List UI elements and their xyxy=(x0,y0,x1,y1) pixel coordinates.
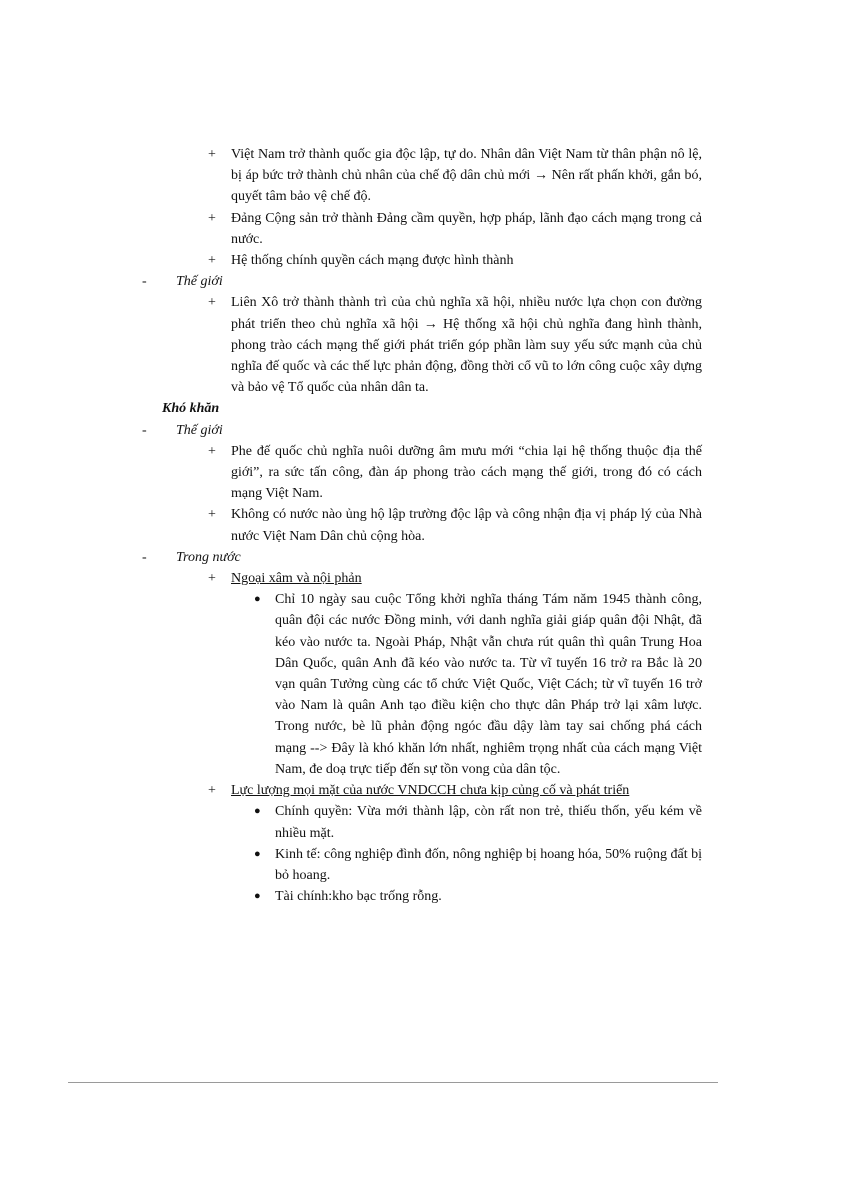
item-text: Đảng Cộng sản trở thành Đảng cầm quyền, hợp pháp, lãnh đạo cách mạng trong cả nước. xyxy=(231,210,702,247)
plus-marker: + xyxy=(208,253,216,269)
item-text: Phe đế quốc chủ nghĩa nuôi dưỡng âm mưu mới “chia lại hệ thống thuộc địa thế giới”, ra sức tấn công, đàn áp phong trào cách mạng thế giới, trong đó có cách mạng Việt Nam. xyxy=(231,443,702,502)
item-text: Chính quyền: Vừa mới thành lập, còn rất non trẻ, thiếu thốn, yếu kém về nhiều mặt. xyxy=(275,804,702,841)
item-text: Kinh tế: công nghiệp đình đốn, nông nghiệp bị hoang hóa, 50% ruộng đất bị bỏ hoang. xyxy=(275,846,702,883)
plus-item xyxy=(142,568,702,589)
plus-item xyxy=(142,441,702,505)
dash-item-the-gioi xyxy=(142,420,702,441)
dash-item-trong-nuoc xyxy=(142,547,702,568)
bullet-item xyxy=(142,589,702,780)
dash-item-the-gioi xyxy=(142,271,702,292)
plus-item xyxy=(142,250,702,271)
item-text: Lực lượng mọi mặt của nước VNDCCH chưa kịp củng cố và phát triển xyxy=(231,783,630,799)
bullet-marker: ● xyxy=(254,847,261,860)
section-label: Trong nước xyxy=(176,549,241,565)
bullet-marker: ● xyxy=(254,890,261,903)
plus-marker: + xyxy=(208,147,216,162)
item-text: Hệ thống chính quyền cách mạng được hình thành xyxy=(231,253,514,269)
dash-marker: - xyxy=(142,549,147,565)
item-text: Việt Nam trở thành quốc gia độc lập, tự do. Nhân dân Việt Nam từ thân phận nô lệ, bị áp bức trở thành chủ nhân của chế độ dân chủ mới → Nên rất phấn khởi, gắn bó, quyết tâm bảo vệ chế độ. xyxy=(231,147,702,205)
plus-marker: + xyxy=(208,507,216,523)
plus-marker: + xyxy=(208,783,216,799)
bullet-item xyxy=(142,801,702,843)
bullet-marker: ● xyxy=(254,593,261,606)
item-text: Không có nước nào ủng hộ lập trường độc lập và công nhận địa vị pháp lý của Nhà nước Việt Nam Dân chủ cộng hòa. xyxy=(231,507,702,544)
plus-marker: + xyxy=(208,571,216,587)
plus-item xyxy=(142,292,702,398)
heading-kho-khan: Khó khăn xyxy=(162,401,220,417)
plus-marker: + xyxy=(208,210,216,226)
section-label: Thế giới xyxy=(176,422,223,438)
plus-marker: + xyxy=(208,443,216,459)
plus-item xyxy=(142,780,702,801)
item-text: Tài chính:kho bạc trống rỗng. xyxy=(275,889,442,905)
plus-item xyxy=(142,208,702,250)
footer-divider xyxy=(68,1082,718,1083)
plus-item xyxy=(142,504,702,546)
dash-marker: - xyxy=(142,422,147,438)
bullet-marker: ● xyxy=(254,805,261,818)
item-text: Chỉ 10 ngày sau cuộc Tổng khởi nghĩa tháng Tám năm 1945 thành công, quân đội các nước Đồng minh, với danh nghĩa giải giáp quân đội Nhật, đã kéo vào nước ta. Ngoài Pháp, Nhật vẫn chưa rút quân thì quân Trung Hoa Dân Quốc, quân Anh đã kéo vào nước ta. Từ vĩ tuyến 16 trở ra Bắc là 20 vạn quân Tưởng cùng các tổ chức Việt Quốc, Việt Cách; từ vĩ tuyến 16 trở vào Nam là quân Anh tạo điều kiện cho thực dân Pháp trở lại xâm lược. Trong nước, bè lũ phản động ngóc đầu dậy làm tay sai chống phá cách mạng --> Đây là khó khăn lớn nhất, nghiêm trọng nhất của cách mạng Việt Nam, đe doạ trực tiếp đến sự tồn vong của dân tộc. xyxy=(275,592,702,777)
item-text: Liên Xô trở thành thành trì của chủ nghĩa xã hội, nhiều nước lựa chọn con đường phát triển theo chủ nghĩa xã hội → Hệ thống xã hội chủ nghĩa đang hình thành, phong trào cách mạng thế giới phát triển góp phần làm suy yếu sức mạnh của chủ nghĩa đế quốc và các thế lực phản động, đồng thời cổ vũ to lớn công cuộc xây dựng và bảo vệ Tổ quốc của nhân dân ta. xyxy=(231,295,702,396)
plus-marker: + xyxy=(208,295,216,311)
plus-item xyxy=(142,144,702,208)
dash-marker: - xyxy=(142,274,147,290)
bullet-item xyxy=(142,844,702,886)
item-text: Ngoại xâm và nội phản xyxy=(231,571,362,587)
bullet-item xyxy=(142,886,702,907)
document-body xyxy=(142,144,702,907)
section-label: Thế giới xyxy=(176,274,223,290)
